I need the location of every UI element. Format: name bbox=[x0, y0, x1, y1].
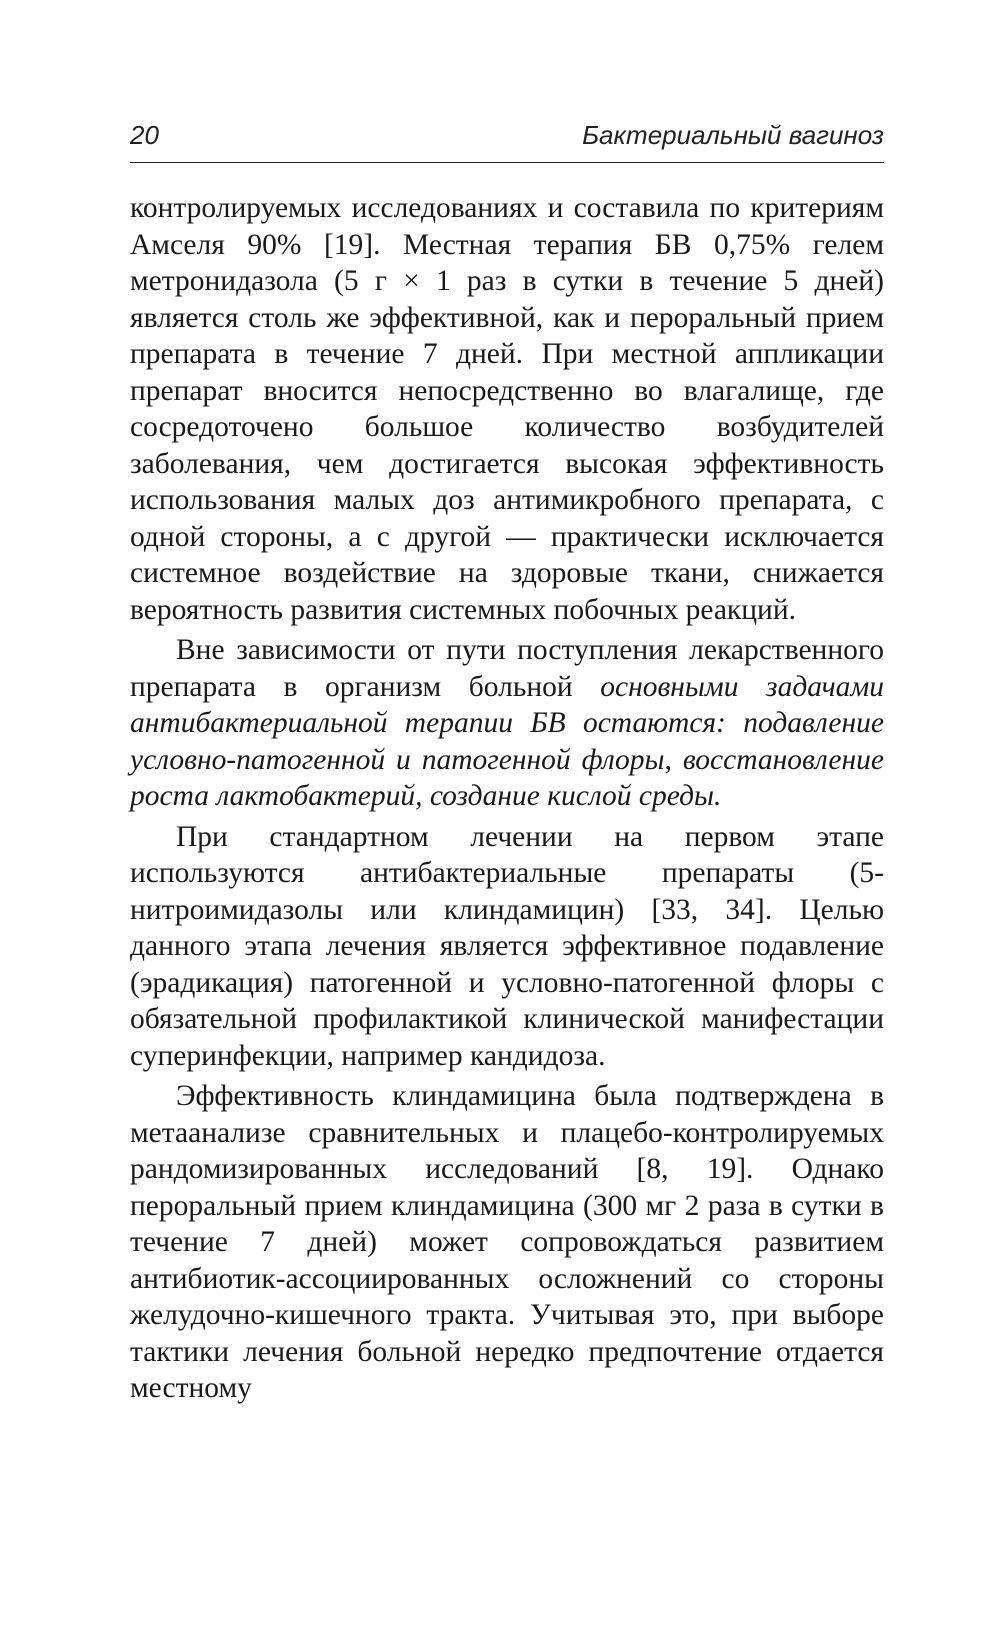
body-text bbox=[130, 190, 884, 1407]
paragraph-2 bbox=[130, 632, 884, 815]
paragraph-3: При стандартном лечении на первом этапе используются антибактериальные препараты (5-нитроимидазолы или клиндамицин) [33, 34]. Целью данного этапа лечения является эффективное подавление (эрадикация) патогенной и условно-патогенной флоры с обязательной профилактикой клинической манифестации суперинфекции, например кандидоза. bbox=[130, 820, 884, 1072]
paragraph-1: контролируемых исследованиях и составила по критериям Амселя 90% [19]. Местная терапия БВ 0,75% гелем метронидазола (5 г × 1 раз в сутки в течение 5 дней) является столь же эффективной, как и пероральный прием препарата в течение 7 дней. При местной аппликации препарат вносится непосредственно во влагалище, где сосредоточено большое количество возбудителей заболевания, чем достигается высокая эффективность использования малых доз антимикробного препарата, с одной стороны, а с другой — практически исключается системное воздействие на здоровые ткани, снижается вероятность развития системных побочных реакций. bbox=[130, 192, 884, 626]
paragraph-4: Эффективность клиндамицина была подтверждена в метаанализе сравнительных и плацебо-контролируемых рандомизированных исследований [8, 19]. Однако пероральный прием клиндамицина (300 мг 2 раза в сутки в течение 7 дней) может сопровождаться развитием антибиотик-ассоциированных осложнений со стороны желудочно-кишечного тракта. Учитывая это, при выборе тактики лечения больной нередко предпочтение отдается местному bbox=[130, 1080, 884, 1404]
page-number: 20 bbox=[130, 120, 159, 150]
running-title: Бактериальный вагиноз bbox=[582, 120, 884, 150]
paragraph-2-italic: основными задачами антибактериальной терапии БВ остаются: подавление условно-патогенной и патогенной флоры, восстановление роста лактобактерий, создание кислой среды. bbox=[130, 670, 885, 812]
running-header bbox=[130, 112, 884, 163]
paragraph-2-regular: Вне зависимости от пути поступления лекарственного препарата в организм больной bbox=[130, 634, 884, 703]
